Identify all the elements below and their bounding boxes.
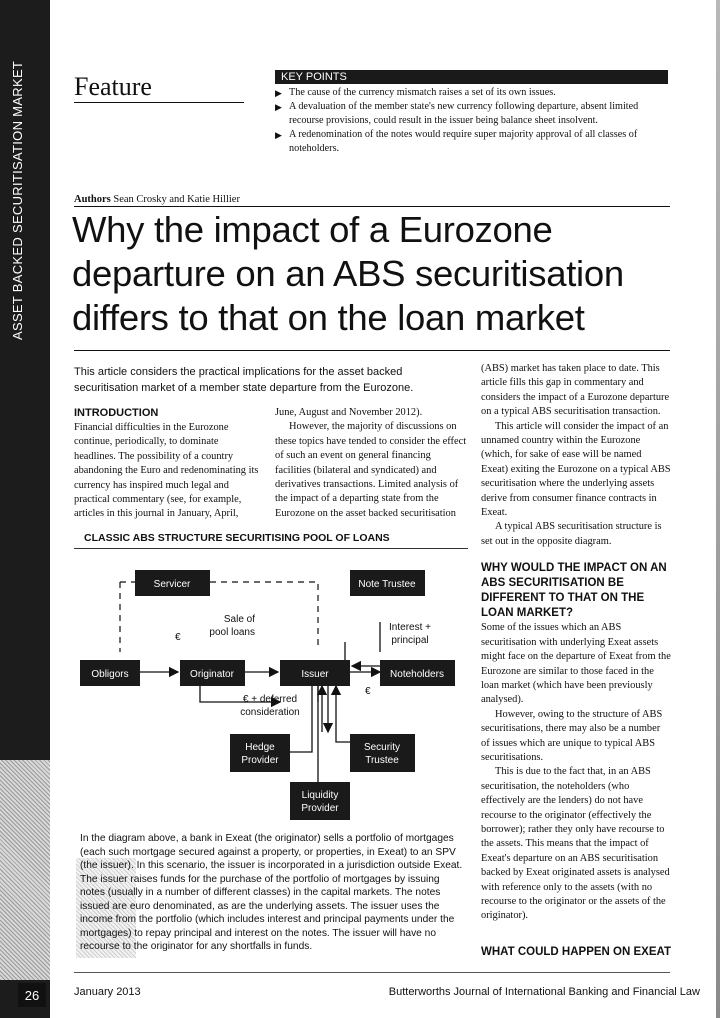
title-rule-bottom	[74, 350, 670, 351]
authors-label: Authors	[74, 194, 111, 205]
why-paragraph-3: This is due to the fact that, in an ABS securitisation, the noteholders (who effectively are the lenders) do not have recourse to the originator (effectively the borrower); rather they only have recourse to the assets. This means that the impact of Exeat's departure on an ABS securitisation backed by Exeat originated assets is analysed with reference only to the assets (with no recourse to the originator or the assets of the originator).	[481, 766, 670, 922]
column-2	[275, 406, 467, 521]
why-paragraph-1: Some of the issues which an ABS securitisation with underlying Exeat assets might face on the departure of Exeat from the Eurozone are similar to those faced in the loan market (which have been previously analysed).	[481, 622, 671, 706]
node-liquidity-provider	[290, 782, 350, 820]
col3-paragraph-3: A typical ABS securitisation structure is set out in the opposite diagram.	[481, 521, 662, 547]
title-rule-top	[74, 206, 670, 207]
node-hedge-provider	[230, 734, 290, 772]
arrow-bullet-icon: ▶	[275, 130, 282, 140]
column-3	[481, 362, 671, 924]
key-point: ▶ A devaluation of the member state's new currency following departure, absent limited recourse provisions, could result in the issuer being balance sheet insolvent.	[275, 101, 639, 126]
label-euro-left: €	[175, 632, 181, 643]
col3-paragraph-2: This article will consider the impact of an unnamed country within the Eurozone (which, for sake of ease will be named Exeat) exiting the Eurozone on a typical ABS securitisation where the underlying assets derive from consumer finance contracts in Exeat.	[481, 420, 671, 519]
label-sale-of-pool-loans: Sale of pool loans	[209, 614, 255, 638]
node-security-trustee	[350, 734, 415, 772]
section-title: Feature	[74, 72, 152, 101]
abs-structure-diagram	[80, 562, 460, 822]
page-number: 26	[18, 983, 46, 1007]
column-1	[74, 406, 259, 522]
arrow-bullet-icon: ▶	[275, 102, 282, 112]
why-paragraph-2: However, owing to the structure of ABS securitisations, there may also be a number of issues which are unique to typical ABS securitisations.	[481, 708, 663, 763]
node-noteholders	[380, 660, 455, 686]
scan-speckle	[0, 760, 50, 980]
node-note-trustee	[350, 570, 425, 596]
key-points-list	[275, 86, 670, 156]
svg-text:Servicer: Servicer	[153, 579, 191, 590]
label-interest-principal: Interest + principal	[389, 622, 431, 646]
page-edge	[716, 0, 720, 1018]
node-issuer	[280, 660, 350, 686]
article-title: Why the impact of a Eurozone departure on an ABS securitisation differs to that on the loan market	[72, 209, 624, 338]
svg-text:LiquidityProvider: Liquidity Provider	[301, 790, 339, 814]
label-euro-right: €	[365, 686, 371, 697]
diagram-caption: In the diagram above, a bank in Exeat (the originator) sells a portfolio of mortgages (each such mortgage secured against a property, or properties, in Exeat) to an SPV (the issuer). In this scenario, the issuer is incorporated in a jurisdiction outside Exeat. The issuer raises funds for the purchase of the portfolio of mortgages by issuing notes (usually in a number of different classes) in the capital markets. The notes issued are euro denominated, as are the underlying assets. The issuer uses the income from the portfolio (which includes interest and principal payments under the mortgages) to repay principal and interest on the notes. The issuer will have no recourse to the originator for any shortfalls in funds.	[80, 833, 463, 952]
intro-paragraph: Financial difficulties in the Eurozone continue, periodically, to dominate headlines. The possibility of a country abandoning the Euro and redenominating its currency has inspired much legal and practical commentary (see, for example, articles in this journal in January, April,	[74, 422, 259, 520]
key-point: ▶ The cause of the currency mismatch raises a set of its own issues.	[275, 87, 556, 98]
label-deferred-consideration: € + deferred consideration	[240, 694, 300, 718]
intro-paragraph-2: However, the majority of discussions on these topics have tended to consider the effect of such an event on general financing facilities (bilateral and syndicated) and derivatives transactions. Limited analysis of the impact of a departing state from the Eurozone on the asset backed securitisation	[275, 421, 467, 519]
intro-heading: INTRODUCTION	[74, 407, 159, 419]
intro-continued: June, August and November 2012).	[275, 407, 423, 418]
svg-text:HedgeProvider: Hedge Provider	[241, 742, 279, 766]
key-point: ▶ A redenomination of the notes would require super majority approval of all classes of noteholders.	[275, 129, 638, 154]
feature-rule	[74, 102, 244, 103]
what-heading: WHAT COULD HAPPEN ON EXEAT	[481, 946, 671, 958]
authors-names: Sean Crosky and Katie Hillier	[113, 194, 240, 205]
svg-text:Note Trustee: Note Trustee	[358, 579, 416, 590]
node-servicer	[135, 570, 210, 596]
diagram-title-rule	[74, 548, 468, 549]
column-3-tail	[481, 945, 671, 960]
footer-date: January 2013	[74, 986, 141, 998]
why-heading: WHY WOULD THE IMPACT ON AN ABS SECURITISATION BE DIFFERENT TO THAT ON THE LOAN MARKET?	[481, 562, 667, 620]
node-obligors	[80, 660, 140, 686]
svg-text:Obligors: Obligors	[91, 669, 129, 680]
arrow-bullet-icon: ▶	[275, 88, 282, 98]
authors-line	[74, 194, 240, 205]
footer-rule	[74, 972, 670, 973]
section-side-label: ASSET BACKED SECURITISATION MARKET	[10, 60, 25, 340]
node-originator	[180, 660, 245, 686]
svg-text:Originator: Originator	[190, 669, 234, 680]
footer-journal: Butterworths Journal of International Banking and Financial Law	[388, 986, 700, 998]
svg-text:Noteholders: Noteholders	[390, 669, 444, 680]
svg-text:SecurityTrustee: Security Trustee	[363, 742, 401, 766]
diagram-title: CLASSIC ABS STRUCTURE SECURITISING POOL OF LOANS	[84, 532, 390, 544]
col3-paragraph-1: (ABS) market has taken place to date. This article fills this gap in commentary and considers the impact of a Eurozone departure on a typical ABS securitisation transaction.	[481, 363, 670, 418]
svg-text:Issuer: Issuer	[301, 669, 329, 680]
standfirst: This article considers the practical implications for the asset backed securitisation market of a member state departure from the Eurozone.	[74, 366, 414, 394]
key-points-header: KEY POINTS	[275, 70, 668, 84]
